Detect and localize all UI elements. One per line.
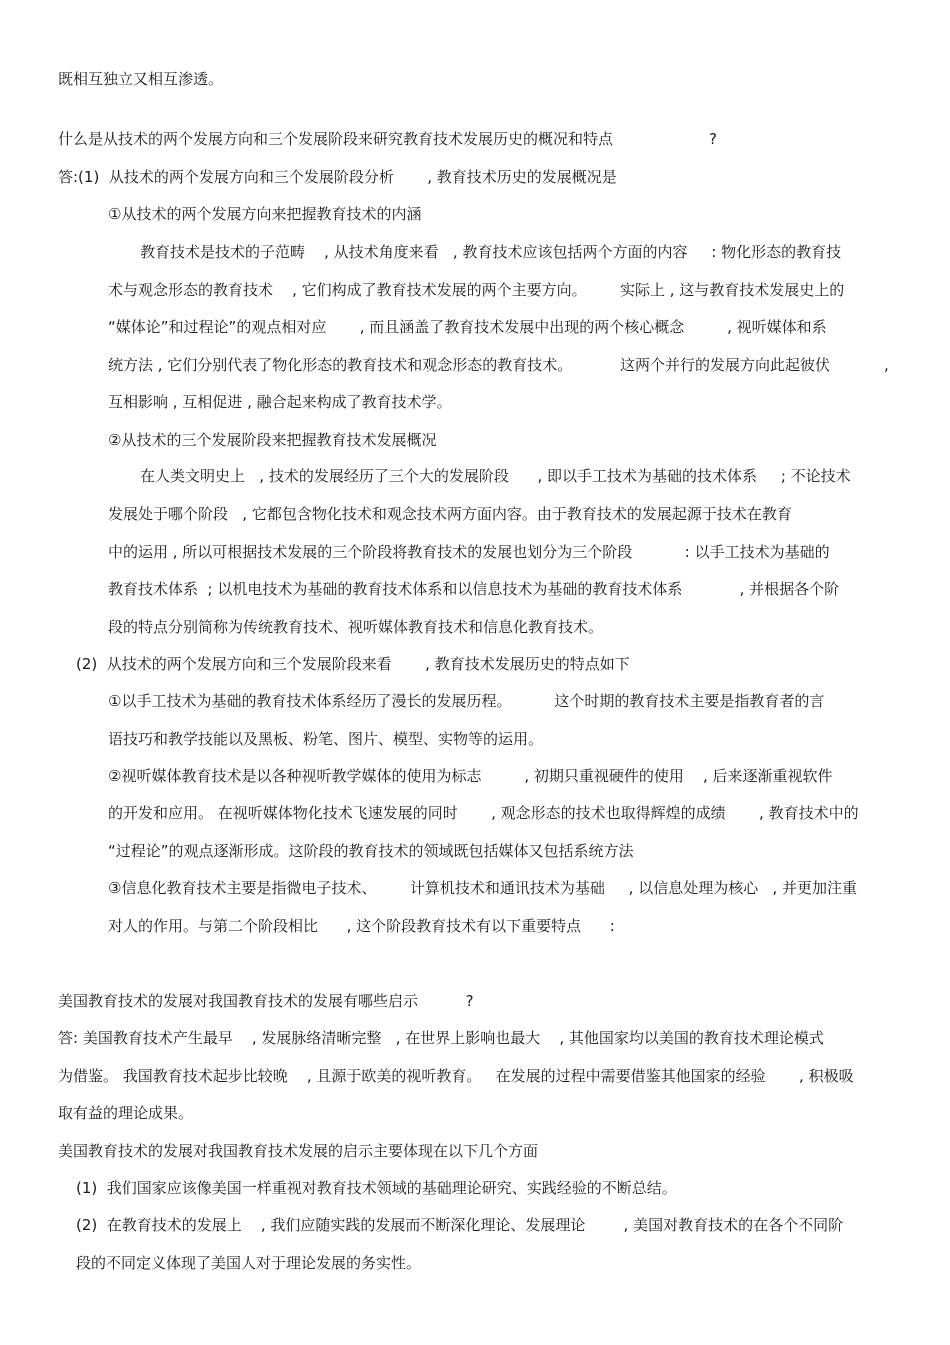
paragraph-line: ②视听媒体教育技术是以各种视听教学媒体的使用为标志 , 初期只重视硬件的使用 , 后来逐渐重视软件	[108, 767, 833, 785]
paragraph-line: 中的运用 , 所以可根据技术发展的三个阶段将教育技术的发展也划分为三个阶段 : 以手工技术为基础的	[108, 543, 830, 561]
question-heading: 什么是从技术的两个发展方向和三个发展阶段来研究教育技术发展历史的概况和特点	[58, 130, 614, 148]
paragraph-line: 美国教育技术的发展对我国教育技术发展的启示主要体现在以下几个方面	[58, 1142, 539, 1160]
answer-line: (2) 从技术的两个发展方向和三个发展阶段来看 , 教育技术发展历史的特点如下	[76, 655, 630, 673]
paragraph-line: 段的不同定义体现了美国人对于理论发展的务实性。	[76, 1254, 422, 1272]
sub-heading: ①从技术的两个发展方向来把握教育技术的内涵	[108, 205, 422, 223]
paragraph-line: 发展处于哪个阶段 , 它都包含物化技术和观念技术两方面内容。由于教育技术的发展起源于技术在教育	[108, 505, 792, 523]
paragraph-line: 的开发和应用。 在视听媒体物化技术飞速发展的同时 , 观念形态的技术也取得辉煌的成绩 , 教育技术中的	[108, 804, 859, 822]
paragraph-line: 对人的作用。与第二个阶段相比 , 这个阶段教育技术有以下重要特点 :	[108, 917, 615, 935]
paragraph-line: 互相影响 , 互相促进 , 融合起来构成了教育技术学。	[108, 393, 452, 411]
list-item: (1) 我们国家应该像美国一样重视对教育技术领域的基础理论研究、实践经验的不断总结。	[76, 1179, 677, 1197]
question-mark: ?	[709, 130, 717, 148]
paragraph-line: 为借鉴。 我国教育技术起步比较晚 , 且源于欧美的视听教育。 在发展的过程中需要借鉴其他国家的经验 , 积极吸	[58, 1067, 854, 1085]
list-item: (2) 在教育技术的发展上 , 我们应随实践的发展而不断深化理论、发展理论 , 美国对教育技术的在各个不同阶	[76, 1216, 844, 1234]
question-heading: 美国教育技术的发展对我国教育技术的发展有哪些启示 ?	[58, 992, 474, 1010]
paragraph-line: 段的特点分别简称为传统教育技术、视听媒体教育技术和信息化教育技术。	[108, 618, 604, 636]
paragraph-line: 在人类文明史上 , 技术的发展经历了三个大的发展阶段 , 即以手工技术为基础的技术体系 ; 不论技术	[140, 467, 851, 485]
paragraph-line: 统方法 , 它们分别代表了物化形态的教育技术和观念形态的教育技术。 这两个并行的发展方向此起彼伏	[108, 356, 830, 374]
answer-line: 答:(1) 从技术的两个发展方向和三个发展阶段分析 , 教育技术历史的发展概况是	[58, 168, 617, 186]
sub-heading: ②从技术的三个发展阶段来把握教育技术发展概况	[108, 431, 437, 449]
paragraph-line: “媒体论”和过程论”的观点相对应 , 而且涵盖了教育技术发展中出现的两个核心概念 , 视听媒体和系	[108, 318, 827, 336]
paragraph-line: 术与观念形态的教育技术 , 它们构成了教育技术发展的两个主要方向。 实际上 , 这与教育技术发展史上的	[108, 281, 845, 299]
paragraph-line: ①以手工技术为基础的教育技术体系经历了漫长的发展历程。 这个时期的教育技术主要是指教育者的言	[108, 692, 825, 710]
paragraph-line: 取有益的理论成果。	[58, 1104, 194, 1122]
paragraph-line: 教育技术体系 ; 以机电技术为基础的教育技术体系和以信息技术为基础的教育技术体系 , 并根据各个阶	[108, 580, 840, 598]
paragraph-line: “过程论”的观点逐渐形成。这阶段的教育技术的领域既包括媒体又包括系统方法	[108, 842, 634, 860]
answer-line: 答: 美国教育技术产生最早 , 发展脉络清晰完整 , 在世界上影响也最大 , 其他国家均以美国的教育技术理论模式	[58, 1029, 824, 1047]
paragraph-line: 教育技术是技术的子范畴 , 从技术角度来看 , 教育技术应该包括两个方面的内容 : 物化形态的教育技	[140, 243, 842, 261]
paragraph-line: ③信息化教育技术主要是指微电子技术、 计算机技术和通讯技术为基础 , 以信息处理为核心 , 并更加注重	[108, 879, 858, 897]
paragraph-line: 语技巧和教学技能以及黑板、粉笔、图片、模型、实物等的运用。	[108, 730, 544, 748]
text-line: 既相互独立又相互渗透。	[58, 70, 224, 88]
paragraph-comma: ,	[884, 356, 889, 374]
